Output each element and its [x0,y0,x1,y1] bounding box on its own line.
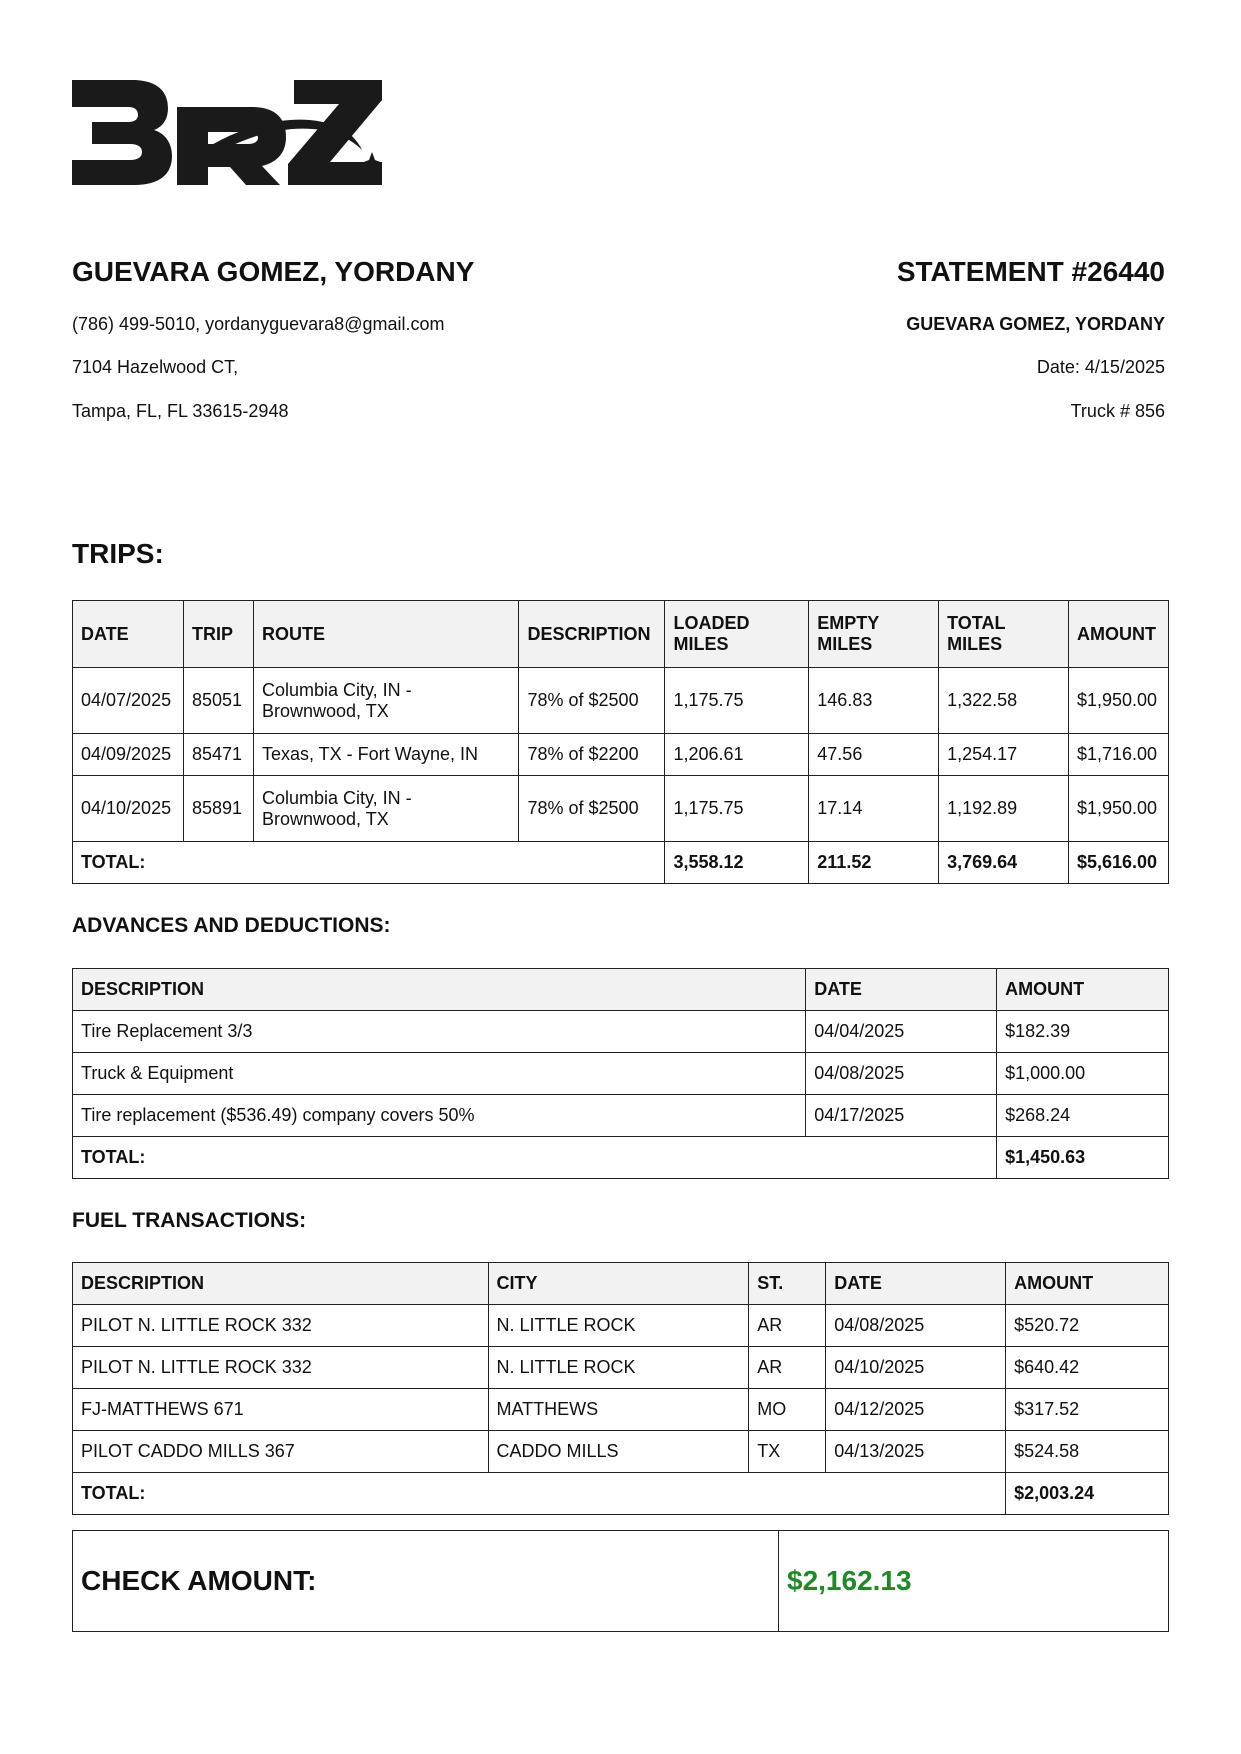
fuel-city: N. LITTLE ROCK [488,1305,749,1347]
col-route: ROUTE [253,601,519,668]
trips-title: TRIPS: [72,538,164,569]
col-date: DATE [73,601,184,668]
fuel-state: MO [749,1389,826,1431]
col-description: DESCRIPTION [73,969,806,1011]
table-row [73,1095,1169,1137]
driver-name: GUEVARA GOMEZ, YORDANY [72,256,475,287]
trip-total-miles: 1,192.89 [939,776,1069,842]
trip-route: Columbia City, IN - Brownwood, TX [253,668,519,734]
trips-table [72,600,1169,884]
trips-total-amount: $5,616.00 [1068,842,1168,884]
trip-description: 78% of $2500 [519,668,665,734]
trips-total-miles: 3,769.64 [939,842,1069,884]
trip-route: Texas, TX - Fort Wayne, IN [253,734,519,776]
trip-amount: $1,716.00 [1068,734,1168,776]
deduction-date: 04/17/2025 [806,1095,997,1137]
trip-empty-miles: 47.56 [809,734,939,776]
trip-empty-miles: 17.14 [809,776,939,842]
col-trip: TRIP [183,601,253,668]
fuel-date: 04/13/2025 [826,1431,1006,1473]
deduction-description: Tire Replacement 3/3 [73,1011,806,1053]
deduction-description: Truck & Equipment [73,1053,806,1095]
fuel-date: 04/10/2025 [826,1347,1006,1389]
fuel-total-row [73,1473,1169,1515]
col-state: ST. [749,1263,826,1305]
deduction-description: Tire replacement ($536.49) company covers 50% [73,1095,806,1137]
table-row [73,1389,1169,1431]
statement-date: Date: 4/15/2025 [1036,357,1165,377]
driver-address-line1: 7104 Hazelwood CT, [72,357,239,377]
deductions-total-row [73,1137,1169,1179]
col-date: DATE [826,1263,1006,1305]
fuel-description: FJ-MATTHEWS 671 [73,1389,489,1431]
trips-total-empty: 211.52 [809,842,939,884]
deductions-total-amount: $1,450.63 [997,1137,1169,1179]
trip-total-miles: 1,322.58 [939,668,1069,734]
trips-total-row [73,842,1169,884]
trip-amount: $1,950.00 [1068,776,1168,842]
check-amount-label: CHECK AMOUNT: [73,1531,779,1631]
table-row [73,1305,1169,1347]
fuel-title: FUEL TRANSACTIONS: [72,1209,307,1232]
check-amount-value: $2,162.13 [787,1565,912,1596]
fuel-city: N. LITTLE ROCK [488,1347,749,1389]
col-description: DESCRIPTION [73,1263,489,1305]
table-row [73,1347,1169,1389]
col-amount: AMOUNT [1006,1263,1169,1305]
statement-truck: Truck # 856 [1070,401,1165,421]
fuel-state: AR [749,1305,826,1347]
table-row [73,1011,1169,1053]
fuel-amount: $317.52 [1006,1389,1169,1431]
table-row [73,776,1169,842]
trip-amount: $1,950.00 [1068,668,1168,734]
deductions-header-row [73,969,1169,1011]
fuel-amount: $524.58 [1006,1431,1169,1473]
deduction-amount: $182.39 [997,1011,1169,1053]
deductions-table [72,968,1169,1179]
fuel-table [72,1262,1169,1515]
col-date: DATE [806,969,997,1011]
fuel-total-amount: $2,003.24 [1006,1473,1169,1515]
trip-description: 78% of $2500 [519,776,665,842]
col-description: DESCRIPTION [519,601,665,668]
deductions-title: ADVANCES AND DEDUCTIONS: [72,914,391,937]
trips-header-row [73,601,1169,668]
table-row [73,1431,1169,1473]
fuel-amount: $640.42 [1006,1347,1169,1389]
trip-date: 04/09/2025 [73,734,184,776]
trip-number: 85891 [183,776,253,842]
trip-loaded-miles: 1,206.61 [665,734,809,776]
fuel-city: CADDO MILLS [488,1431,749,1473]
fuel-state: AR [749,1347,826,1389]
fuel-city: MATTHEWS [488,1389,749,1431]
col-amount: AMOUNT [997,969,1169,1011]
fuel-description: PILOT CADDO MILLS 367 [73,1431,489,1473]
trip-route: Columbia City, IN - Brownwood, TX [253,776,519,842]
table-row [73,668,1169,734]
trip-date: 04/10/2025 [73,776,184,842]
driver-address-line2: Tampa, FL, FL 33615-2948 [72,401,289,421]
table-row [73,1053,1169,1095]
trip-loaded-miles: 1,175.75 [665,668,809,734]
deduction-amount: $268.24 [997,1095,1169,1137]
fuel-description: PILOT N. LITTLE ROCK 332 [73,1305,489,1347]
deduction-amount: $1,000.00 [997,1053,1169,1095]
deduction-date: 04/08/2025 [806,1053,997,1095]
fuel-date: 04/12/2025 [826,1389,1006,1431]
trip-description: 78% of $2200 [519,734,665,776]
fuel-header-row [73,1263,1169,1305]
statement-title: STATEMENT #26440 [896,256,1165,287]
fuel-amount: $520.72 [1006,1305,1169,1347]
col-city: CITY [488,1263,749,1305]
col-loaded-miles: LOADED MILES [665,601,809,668]
col-empty-miles: EMPTY MILES [809,601,939,668]
trip-number: 85471 [183,734,253,776]
fuel-state: TX [749,1431,826,1473]
fuel-date: 04/08/2025 [826,1305,1006,1347]
trip-total-miles: 1,254.17 [939,734,1069,776]
trips-total-label: TOTAL: [73,842,665,884]
trips-total-loaded: 3,558.12 [665,842,809,884]
col-total-miles: TOTAL MILES [939,601,1069,668]
check-amount-box [72,1530,1169,1632]
deduction-date: 04/04/2025 [806,1011,997,1053]
trip-empty-miles: 146.83 [809,668,939,734]
brz-logo [72,80,382,195]
deductions-total-label: TOTAL: [73,1137,997,1179]
statement-driver-name: GUEVARA GOMEZ, YORDANY [906,314,1165,334]
fuel-total-label: TOTAL: [73,1473,1006,1515]
driver-contact: (786) 499-5010, yordanyguevara8@gmail.com [72,314,445,334]
col-amount: AMOUNT [1068,601,1168,668]
table-row [73,734,1169,776]
fuel-description: PILOT N. LITTLE ROCK 332 [73,1347,489,1389]
trip-date: 04/07/2025 [73,668,184,734]
trip-number: 85051 [183,668,253,734]
trip-loaded-miles: 1,175.75 [665,776,809,842]
